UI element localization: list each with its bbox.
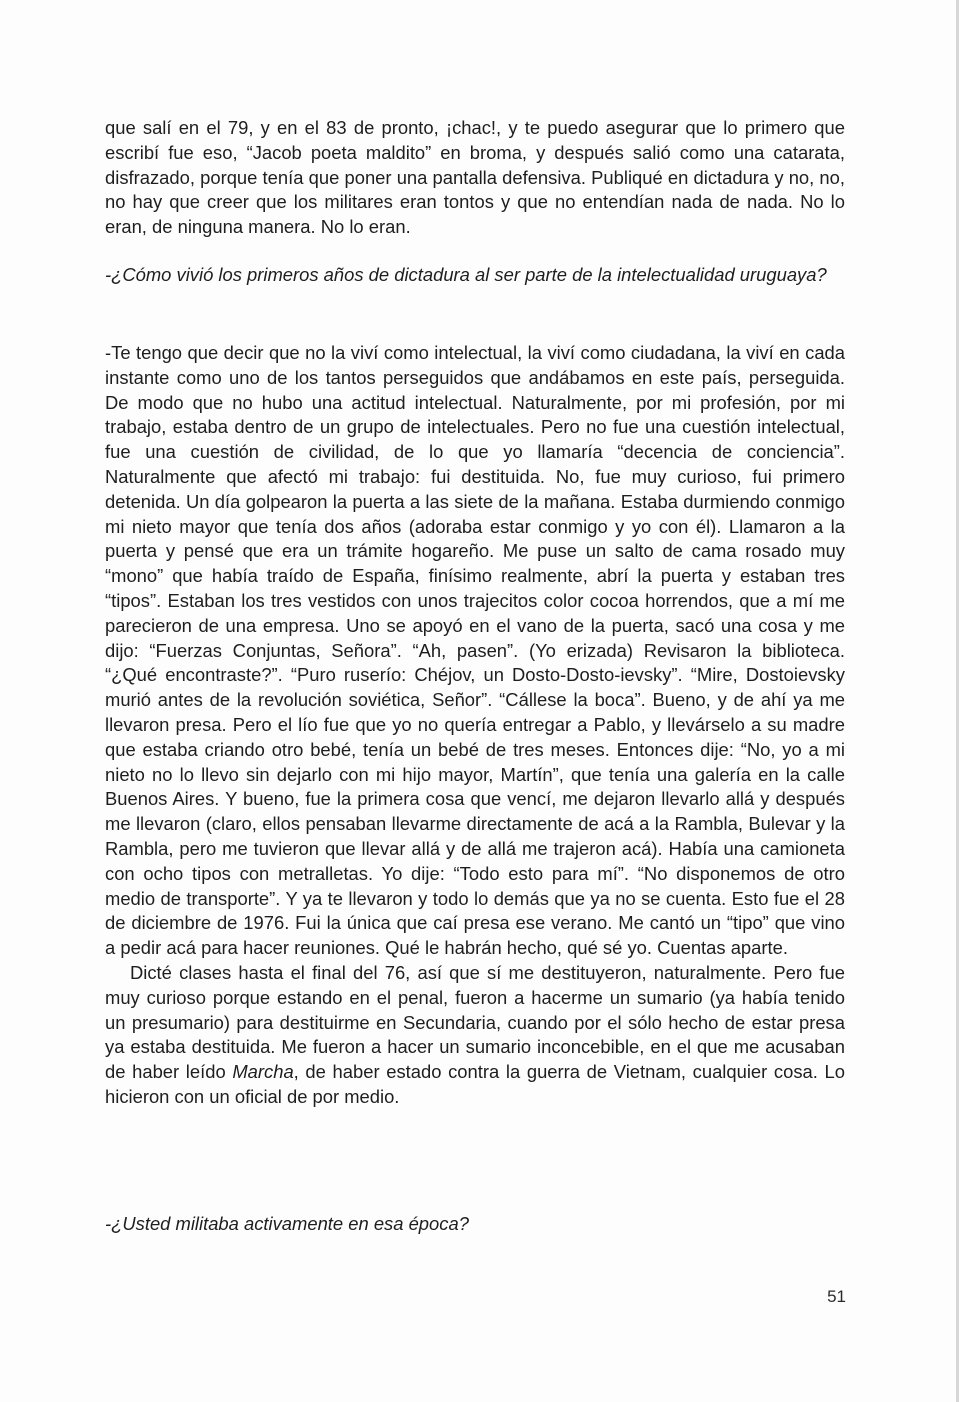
publication-title: Marcha (232, 1061, 294, 1083)
question-text: -¿Usted militaba activamente en esa época? (105, 1213, 469, 1234)
text-column-main (105, 341, 845, 1110)
page-number: 51 (827, 1287, 846, 1306)
paragraph-text-end: , de haber estado contra la guerra de Vietnam, cualquier cosa. Lo hicieron con un oficial de por medio. (105, 1061, 846, 1107)
interview-question-2 (105, 1212, 845, 1237)
paragraph-text-start: Dicté clases hasta el final del 76, así que sí me destituyeron, naturalmente. Pero fue muy curioso porque estando en el penal, fueron a hacerme un sumario (ya había tenido un presumario) para destituirme en Secundaria, cuando por el sólo hecho de estar presa ya estaba destituida. Me fueron a hacer un sumario inconcebible, en el que me acusaban de haber leído (105, 961, 845, 1083)
question-text: -¿Cómo vivió los primeros años de dictadura al ser parte de la intelectualidad uruguaya? (105, 264, 827, 285)
answer-paragraph-second (105, 961, 845, 1110)
answer-paragraph: -Te tengo que decir que no la viví como intelectual, la viví como ciudadana, la viví en cada instante como uno de los tantos perseguidos que andábamos en este país, perseguida. De modo que no hubo una actitud intelectual. Naturalmente, por mi profesión, por mi trabajo, estaba dentro de un grupo de intelectuales. Pero no fue una cuestión intelectual, fue una cuestión de civilidad, de lo que yo llamaría “decencia de conciencia”. Naturalmente que afectó mi trabajo: fui destituida. No, fue muy curioso, fui primero detenida. Un día golpearon la puerta a las siete de la mañana. Estaba durmiendo conmigo mi nieto mayor que tenía dos años (adoraba estar conmigo y yo con él). Llamaron a la puerta y pensé que era un trámite hogareño. Me puse un salto de cama rosado muy “mono” que había traído de España, finísimo realmente, abrí la puerta y estaban tres “tipos”. Estaban los tres vestidos con unos trajecitos color cocoa horrendos, que a mí me parecieron de una empresa. Uno se apoyó en el vano de la puerta, sacó una cosa y me dijo: “Fuerzas Conjuntas, Señora”. “Ah, pasen”. (Yo erizada) Revisaron la biblioteca. “¿Qué encontraste?”. “Puro ruserío: Chéjov, un Dosto-Dosto-ievsky”. “Mire, Dostoievsky murió antes de la revolución soviética, Señor”. “Cállese la boca”. Bueno, y de ahí ya me llevaron presa. Pero el lío fue que yo no quería entregar a Pablo, y llevárselo a su madre que estaba criando otro bebé, tenía un bebé de tres meses. Entonces dije: “No, yo a mi nieto no lo llevo sin dejarlo con mi hijo mayor, Martín”, que tenía una galería en la calle Buenos Aires. Y bueno, fue la primera cosa que vencí, me dejaron llevarlo allá y después me llevaron (claro, ellos pensaban llevarme directamente de acá a la Rambla, Bulevar y la Rambla, pero me tuvieron que llevar allá y de allá me trajeron acá). Había una camioneta con ocho tipos con metralletas. Yo dije: “Todo esto para mí”. “No disponemos de otro medio de transporte”. Y ya te llevaron y todo lo demás que ya no se cuenta. Esto fue el 28 de diciembre de 1976. Fui la única que caí presa ese verano. Me cantó un “tipo” que vino a pedir acá para hacer reuniones. Qué le habrán hecho, qué sé yo. Cuentas aparte. (105, 342, 845, 959)
text-column-top (105, 116, 845, 240)
interview-question-1 (105, 263, 845, 288)
paragraph-continuation: que salí en el 79, y en el 83 de pronto, ¡chac!, y te puedo asegurar que lo primero que escribí fue eso, “Jacob poeta maldito” en broma, y después salió como una catarata, disfrazado, porque tenía que poner una pantalla defensiva. Publiqué en dictadura y no, no, no hay que creer que los militares eran tontos y que no entendían nada de nada. No lo eran, de ninguna manera. No lo eran. (105, 117, 845, 238)
